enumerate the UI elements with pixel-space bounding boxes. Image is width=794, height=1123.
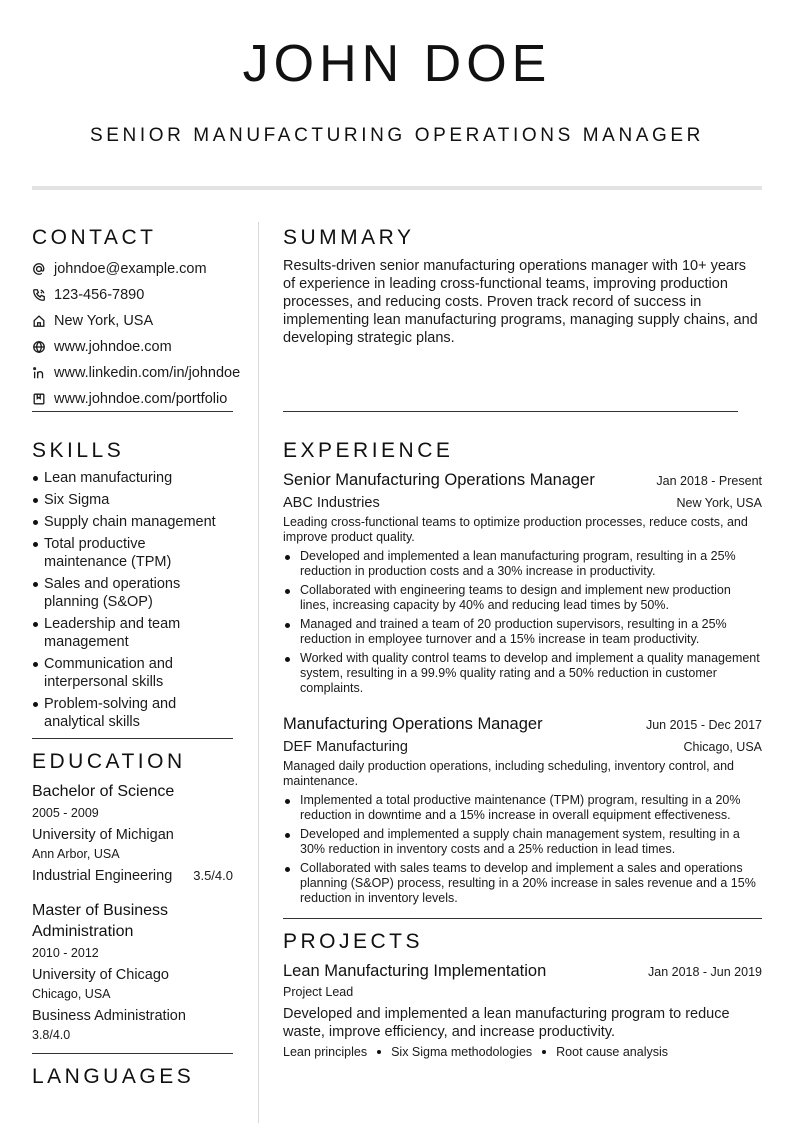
job-achievements xyxy=(283,549,762,696)
tag-separator xyxy=(542,1050,546,1054)
education-entry xyxy=(32,900,233,1043)
project-tag: Six Sigma methodologies xyxy=(391,1045,533,1059)
achievement-item: Developed and implemented a supply chain management system, resulting in a 30% reduction in inventory costs and a 25% reduction in lead times. xyxy=(300,827,762,857)
project-tags xyxy=(283,1045,762,1059)
project-name: Lean Manufacturing Implementation xyxy=(283,962,547,980)
home-icon xyxy=(32,314,54,328)
resume-name: JOHN DOE xyxy=(242,35,552,93)
contact-linkedin[interactable]: www.linkedin.com/in/johndoe xyxy=(32,360,262,386)
skills-heading: SKILLS xyxy=(32,439,125,462)
job-dates: Jun 2015 - Dec 2017 xyxy=(645,718,762,732)
project-tag: Root cause analysis xyxy=(556,1045,669,1059)
education-location: Ann Arbor, USA xyxy=(32,847,120,861)
portfolio-icon xyxy=(32,392,54,406)
at-icon xyxy=(32,262,54,276)
job-description: Managed daily production operations, including scheduling, inventory control, and maintenance. xyxy=(283,759,734,788)
contact-heading: CONTACT xyxy=(32,226,157,249)
skill-item: Leadership and team management xyxy=(32,615,232,651)
contact-website[interactable]: www.johndoe.com xyxy=(32,334,262,360)
education-field: Business Administration xyxy=(32,1008,186,1024)
skill-item: Lean manufacturing xyxy=(32,469,232,487)
education-years: 2010 - 2012 xyxy=(32,946,99,960)
summary-text: Results-driven senior manufacturing operations manager with 10+ years of experience in leading cross-functional teams, improving production processes, and reducing costs. Proven track record of success in implementing lean manufacturing programs, managing supply chains, and developing strategic plans. xyxy=(283,258,758,346)
project-role: Project Lead xyxy=(283,985,354,999)
job-company: ABC Industries xyxy=(283,495,380,511)
project-entry xyxy=(283,961,762,1059)
job-location: Chicago, USA xyxy=(683,740,762,754)
skill-item: Supply chain management xyxy=(32,513,232,531)
skill-item: Problem-solving and analytical skills xyxy=(32,695,232,731)
education-degree: Bachelor of Science xyxy=(32,783,175,800)
skills-divider xyxy=(32,738,233,739)
job-location: New York, USA xyxy=(676,496,762,510)
contact-list xyxy=(32,256,262,412)
contact-phone[interactable]: 123-456-7890 xyxy=(32,282,262,308)
education-school: University of Michigan xyxy=(32,827,174,843)
contact-location: New York, USA xyxy=(32,308,262,334)
contact-divider xyxy=(32,411,233,412)
job-role: Manufacturing Operations Manager xyxy=(283,715,543,733)
education-school: University of Chicago xyxy=(32,967,169,983)
project-dates: Jan 2018 - Jun 2019 xyxy=(648,965,762,979)
contact-portfolio[interactable]: www.johndoe.com/portfolio xyxy=(32,386,262,412)
achievement-item: Developed and implemented a lean manufacturing program, resulting in a 25% reduction in production costs and a 30% increase in productivity. xyxy=(300,549,762,579)
summary-heading: SUMMARY xyxy=(283,226,415,249)
skills-list xyxy=(32,469,232,735)
skill-item: Sales and operations planning (S&OP) xyxy=(32,575,232,611)
education-location: Chicago, USA xyxy=(32,987,111,1001)
achievement-item: Implemented a total productive maintenance (TPM) program, resulting in a 20% reduction in downtime and a 15% increase in overall equipment effectiveness. xyxy=(300,793,762,823)
experience-heading: EXPERIENCE xyxy=(283,439,454,462)
tag-separator xyxy=(377,1050,381,1054)
achievement-item: Managed and trained a team of 20 production supervisors, resulting in a 25% reduction in employee turnover and a 15% increase in team productivity. xyxy=(300,617,762,647)
experience-entry xyxy=(283,714,762,910)
header-divider xyxy=(32,186,762,190)
phone-icon xyxy=(32,288,54,302)
skill-item: Communication and interpersonal skills xyxy=(32,655,232,691)
education-entry xyxy=(32,781,233,885)
job-company: DEF Manufacturing xyxy=(283,739,408,755)
job-role: Senior Manufacturing Operations Manager xyxy=(283,471,595,489)
achievement-item: Worked with quality control teams to develop and implement a quality management system, resulting in a 99.9% quality rating and a 50% reduction in customer complaints. xyxy=(300,651,762,696)
job-description: Leading cross-functional teams to optimize production processes, reduce costs, and improve product quality. xyxy=(283,515,748,544)
experience-entry xyxy=(283,470,762,700)
projects-heading: PROJECTS xyxy=(283,930,424,953)
globe-icon xyxy=(32,340,54,354)
project-description: Developed and implemented a lean manufacturing program to reduce waste, improve efficiency, and increase productivity. xyxy=(283,1006,730,1040)
education-field: Industrial Engineering xyxy=(32,868,173,884)
education-years: 2005 - 2009 xyxy=(32,806,99,820)
education-gpa: 3.5/4.0 xyxy=(193,868,233,883)
education-heading: EDUCATION xyxy=(32,750,186,773)
experience-divider xyxy=(283,918,762,919)
education-gpa: 3.8/4.0 xyxy=(32,1028,71,1042)
resume-title: SENIOR MANUFACTURING OPERATIONS MANAGER xyxy=(89,125,705,146)
contact-email[interactable]: johndoe@example.com xyxy=(32,256,262,282)
education-divider xyxy=(32,1053,233,1054)
achievement-item: Collaborated with sales teams to develop and implement a sales and operations planning (S&OP) process, resulting in a 20% increase in sales revenue and a 15% reduction in inventory levels. xyxy=(300,861,762,906)
languages-heading: LANGUAGES xyxy=(32,1065,195,1088)
achievement-item: Collaborated with engineering teams to design and implement new production lines, increasing capacity by 40% and reducing lead times by 50%. xyxy=(300,583,762,613)
job-dates: Jan 2018 - Present xyxy=(656,474,762,488)
education-degree: Master of Business Administration xyxy=(32,902,169,940)
skill-item: Six Sigma xyxy=(32,491,232,509)
skill-item: Total productive maintenance (TPM) xyxy=(32,535,232,571)
project-tag: Lean principles xyxy=(283,1045,368,1059)
linkedin-icon xyxy=(32,366,54,380)
summary-divider xyxy=(283,411,738,412)
job-achievements xyxy=(283,793,762,906)
